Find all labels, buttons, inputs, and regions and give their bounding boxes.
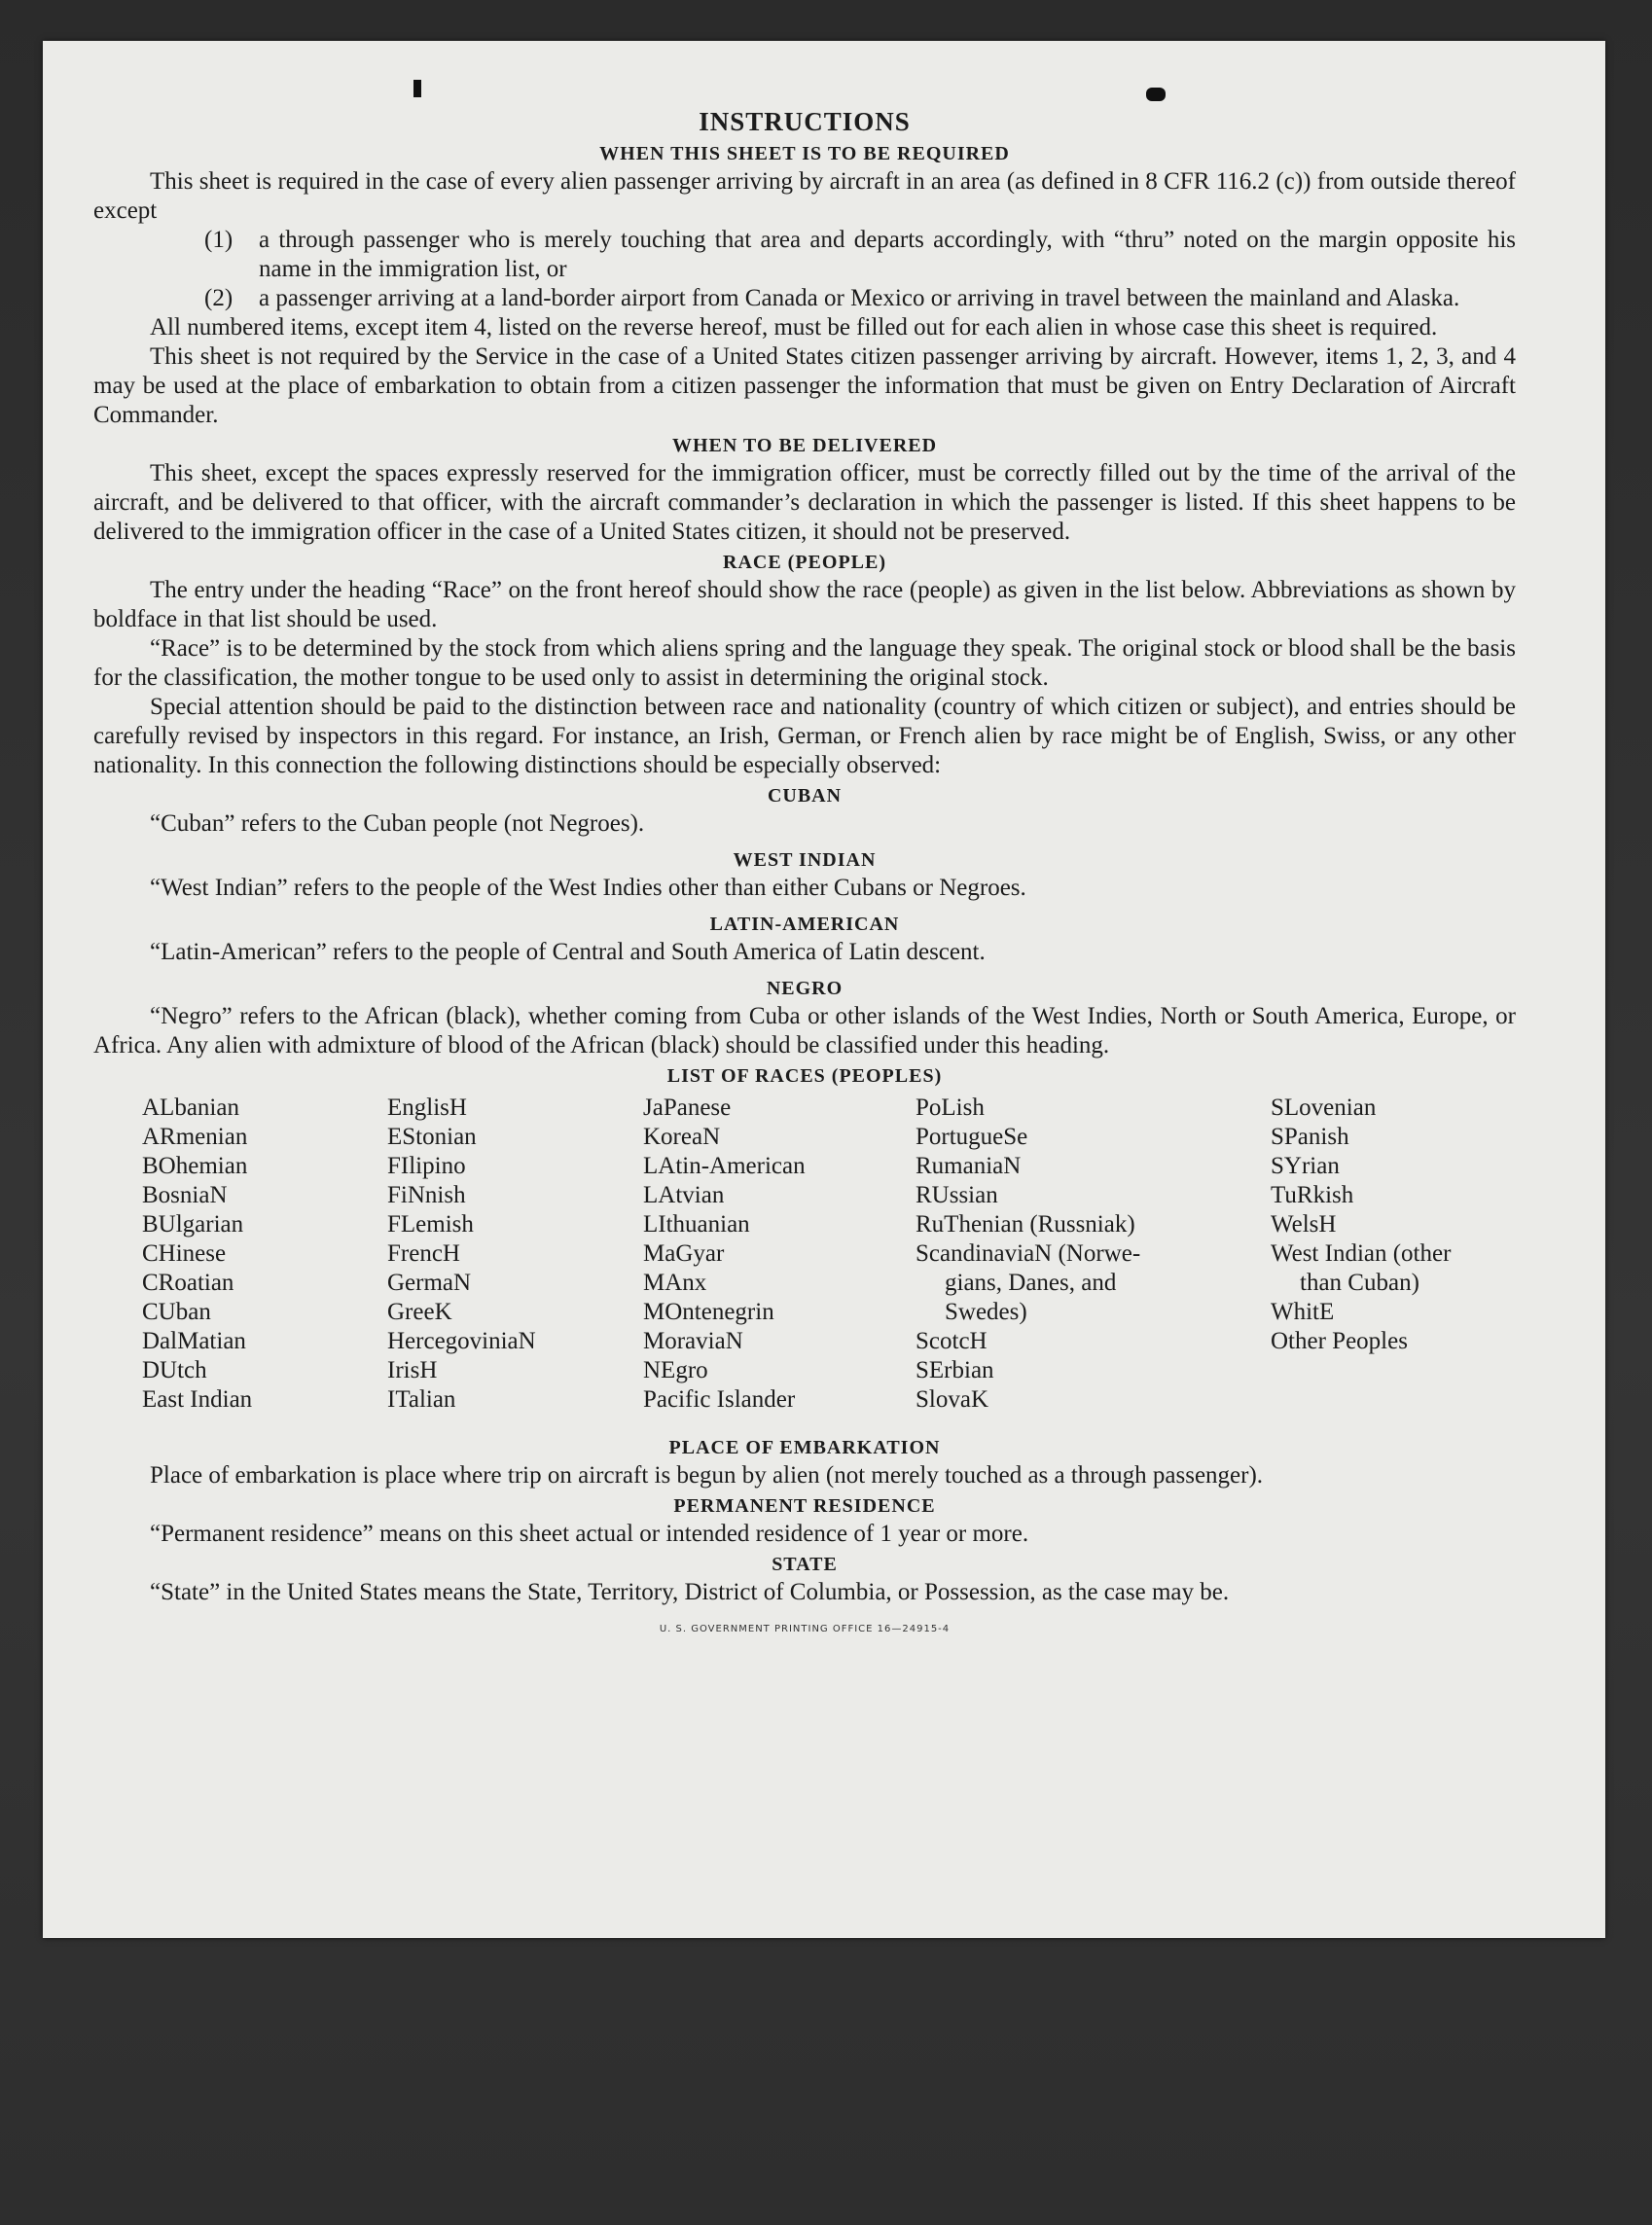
race-entry: IrisH (387, 1357, 438, 1383)
race-entry: SYrian (1271, 1153, 1340, 1179)
race-entry: MoraviaN (643, 1328, 743, 1354)
paragraph: “State” in the United States means the State, Territory, District of Columbia, or Possession, as the case may be. (150, 1579, 1230, 1605)
race-entry: Other Peoples (1271, 1328, 1408, 1354)
list-item-number: (1) (204, 227, 233, 253)
race-entry: PortugueSe (916, 1124, 1028, 1150)
race-entry: CRoatian (142, 1270, 234, 1296)
section-heading: LATIN-AMERICAN (709, 914, 900, 935)
section-heading: CUBAN (767, 785, 843, 807)
list-item (93, 226, 1516, 284)
race-entry: ARmenian (142, 1124, 248, 1150)
paragraph: This sheet is required in the case of every alien passenger arriving by aircraft in an area (as defined in 8 CFR 116.2 (c)) from outside thereof except (93, 168, 1516, 224)
races-column (916, 1094, 1140, 1415)
section-heading: NEGRO (766, 978, 844, 999)
race-entry: than Cuban) (1300, 1270, 1419, 1296)
race-entry: TuRkish (1271, 1182, 1354, 1208)
paragraph: “Negro” refers to the African (black), whether coming from Cuba or other islands of the West Indies, North or South America, Europe, or Africa. Any alien with admixture of blood of the African (black) should be classified under this heading. (93, 1003, 1516, 1059)
race-entry: ALbanian (142, 1095, 239, 1121)
paragraph: The entry under the heading “Race” on the front hereof should show the race (people) as given in the list below. Abbreviations as shown by boldface in that list should be used. (93, 577, 1516, 632)
race-entry: FiNnish (387, 1182, 466, 1208)
race-entry: RuThenian (Russniak) (916, 1211, 1135, 1238)
list-item-text: a passenger arriving at a land-border airport from Canada or Mexico or arriving in travel between the mainland and Alaska. (259, 285, 1460, 311)
race-entry: ScandinaviaN (Norwe- (916, 1240, 1141, 1267)
race-entry: RUssian (916, 1182, 998, 1208)
paragraph: “Latin-American” refers to the people of Central and South America of Latin descent. (150, 939, 986, 965)
race-entry: FLemish (387, 1211, 474, 1238)
race-entry: SlovaK (916, 1386, 988, 1413)
race-entry: PoLish (916, 1095, 985, 1121)
race-entry: SErbian (916, 1357, 994, 1383)
race-entry: ITalian (387, 1386, 456, 1413)
race-entry: WelsH (1271, 1211, 1337, 1238)
race-entry: Swedes) (945, 1299, 1027, 1325)
race-entry: ScotcH (916, 1328, 988, 1354)
race-entry: MAnx (643, 1270, 707, 1296)
paragraph: Special attention should be paid to the distinction between race and nationality (country of which citizen or subject), and entries should be carefully revised by inspectors in this regard. For instance, an Irish, German, or French alien by race might be of English, Swiss, or any other nationality. In this connection the following distinctions should be especially observed: (93, 694, 1516, 778)
paragraph: “Race” is to be determined by the stock from which aliens spring and the language they speak. The original stock or blood shall be the basis for the classification, the mother tongue to be used only to assist in determining the original stock. (93, 635, 1516, 691)
section-heading: PERMANENT RESIDENCE (673, 1495, 936, 1517)
page-title: INSTRUCTIONS (699, 107, 911, 136)
races-column (142, 1094, 252, 1415)
race-entry: WhitE (1271, 1299, 1335, 1325)
race-entry: SLovenian (1271, 1095, 1377, 1121)
race-entry: HercegoviniaN (387, 1328, 536, 1354)
race-entry: MaGyar (643, 1240, 725, 1267)
race-entry: EnglisH (387, 1095, 467, 1121)
section-heading: PLACE OF EMBARKATION (668, 1437, 941, 1458)
race-entry: CUban (142, 1299, 211, 1325)
list-item (93, 284, 1516, 313)
ink-mark (413, 80, 421, 97)
race-entry: West Indian (other (1271, 1240, 1452, 1267)
races-column (387, 1094, 536, 1415)
race-entry: NEgro (643, 1357, 708, 1383)
section-heading: WHEN TO BE DELIVERED (671, 435, 938, 456)
paragraph: All numbered items, except item 4, listed on the reverse hereof, must be filled out for each alien in whose case this sheet is required. (150, 314, 1438, 341)
section-heading: WHEN THIS SHEET IS TO BE REQUIRED (599, 143, 1010, 164)
races-list (93, 1094, 1516, 1432)
races-column (1271, 1094, 1451, 1356)
race-entry: LIthuanian (643, 1211, 750, 1238)
race-entry: GreeK (387, 1299, 452, 1325)
race-entry: DUtch (142, 1357, 207, 1383)
race-entry: CHinese (142, 1240, 227, 1267)
race-entry: EStonian (387, 1124, 477, 1150)
paragraph: “Cuban” refers to the Cuban people (not Negroes). (150, 810, 645, 837)
list-item-text: a through passenger who is merely touching that area and departs accordingly, with “thru” noted on the margin opposite his name in the immigration list, or (259, 227, 1516, 282)
paragraph: Place of embarkation is place where trip on aircraft is begun by alien (not merely touched as a through passenger). (150, 1462, 1264, 1489)
race-entry: MOntenegrin (643, 1299, 774, 1325)
race-entry: JaPanese (643, 1095, 732, 1121)
race-entry: Pacific Islander (643, 1386, 796, 1413)
race-entry: BOhemian (142, 1153, 248, 1179)
list-item-number: (2) (204, 285, 233, 311)
race-entry: East Indian (142, 1386, 253, 1413)
section-heading: LIST OF RACES (PEOPLES) (666, 1065, 943, 1087)
race-entry: KoreaN (643, 1124, 721, 1150)
instructions-content (93, 105, 1516, 1644)
paragraph: This sheet is not required by the Service in the case of a United States citizen passenger arriving by aircraft. However, items 1, 2, 3, and 4 may be used at the place of embarkation to obtain from a citizen passenger the information that must be given on Entry Declaration of Aircraft Commander. (93, 343, 1516, 428)
race-entry: FIlipino (387, 1153, 466, 1179)
race-entry: FrencH (387, 1240, 460, 1267)
race-entry: GermaN (387, 1270, 472, 1296)
race-entry: DalMatian (142, 1328, 246, 1354)
race-entry: BUlgarian (142, 1211, 244, 1238)
race-entry: BosniaN (142, 1182, 228, 1208)
race-entry: LAtvian (643, 1182, 725, 1208)
race-entry: gians, Danes, and (945, 1270, 1117, 1296)
section-heading: STATE (772, 1554, 838, 1575)
printer-imprint: U. S. GOVERNMENT PRINTING OFFICE 16—24915-4 (659, 1624, 951, 1634)
race-entry: RumaniaN (916, 1153, 1022, 1179)
races-column (643, 1094, 806, 1415)
ink-mark (1146, 88, 1166, 101)
race-entry: LAtin-American (643, 1153, 806, 1179)
paragraph: “Permanent residence” means on this sheet actual or intended residence of 1 year or more. (150, 1521, 1029, 1547)
paragraph: This sheet, except the spaces expressly reserved for the immigration officer, must be correctly filled out by the time of the arrival of the aircraft, and be delivered to that officer, with the aircraft commander’s declaration in which the passenger is listed. If this sheet happens to be delivered to the immigration officer in the case of a United States citizen, it should not be preserved. (93, 460, 1516, 545)
section-heading: RACE (PEOPLE) (723, 552, 886, 573)
section-heading: WEST INDIAN (733, 849, 877, 871)
paragraph: “West Indian” refers to the people of the West Indies other than either Cubans or Negroes. (150, 875, 1026, 901)
race-entry: SPanish (1271, 1124, 1349, 1150)
